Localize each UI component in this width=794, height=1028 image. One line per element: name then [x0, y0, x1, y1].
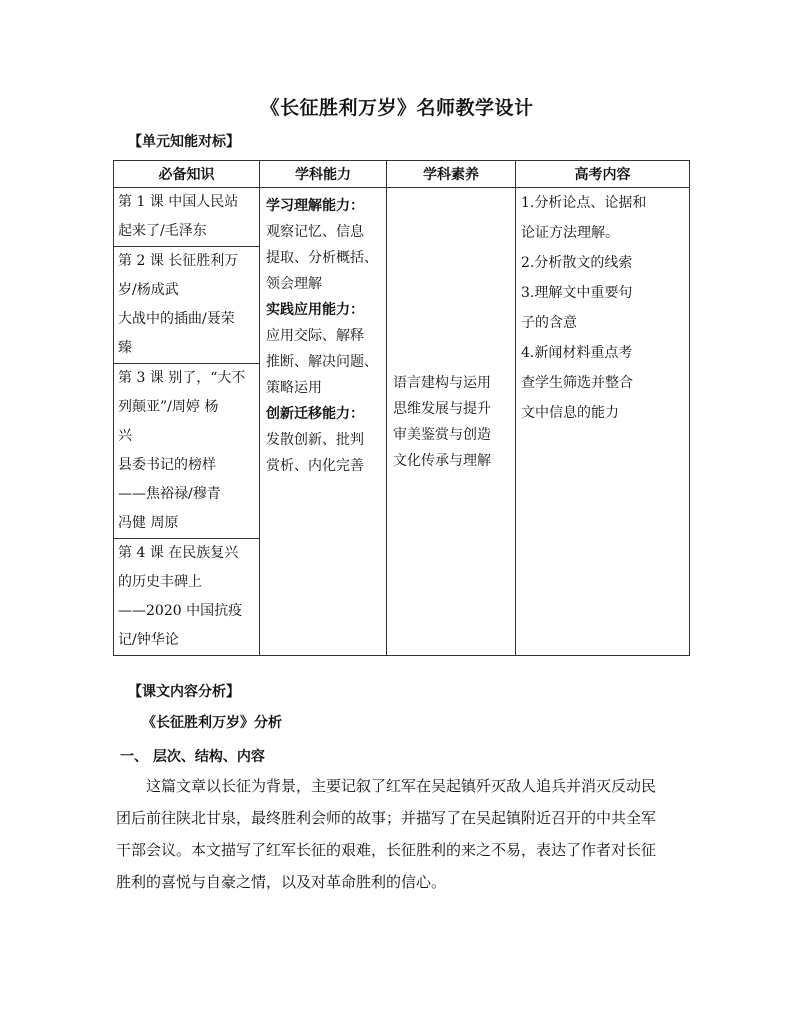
cell-line: 观察记忆、信息 [266, 224, 364, 240]
cell-line: 第 1 课 中国人民站 [118, 194, 239, 210]
cell-line: ——焦裕禄/穆青 [118, 486, 221, 502]
ability-heading: 实践应用能力： [266, 302, 364, 318]
cell-line: 第 3 课 别了，“大不 [118, 370, 246, 386]
cell-line: 2.分析散文的线索 [521, 255, 633, 271]
cell-line: 县委书记的榜样 [118, 457, 216, 473]
cell-line: 兴 [118, 428, 132, 444]
cell-line: 冯健 周原 [118, 515, 179, 531]
cell-line: 领会理解 [266, 276, 322, 292]
paragraph-line: 团后前往陕北甘泉，最终胜利会师的故事；并描写了在吴起镇附近召开的中共全军 [116, 809, 657, 827]
cell-line: 臻 [118, 340, 132, 356]
cell-line: 发散创新、批判 [266, 432, 364, 448]
analysis-subheading: 《长征胜利万岁》分析 [142, 715, 282, 731]
section-heading-unit: 【单元知能对标】 [128, 134, 240, 150]
paragraph-line: 这篇文章以长征为背景，主要记叙了红军在吴起镇歼灭敌人追兵并消灭反动民 [146, 777, 657, 795]
cell-line: 第 4 课 在民族复兴 [118, 545, 239, 561]
table-header-row [114, 161, 690, 188]
cell-line: 策略运用 [266, 380, 322, 396]
cell-line: 提取、分析概括、 [266, 250, 378, 266]
section-heading-analysis: 【课文内容分析】 [128, 684, 240, 700]
knowledge-cell-lesson-1 [114, 188, 260, 247]
paragraph-line: 胜利的喜悦与自豪之情，以及对革命胜利的信心。 [116, 873, 447, 891]
cell-line: 的历史丰碑上 [118, 574, 202, 590]
header-exam-content: 高考内容 [516, 161, 690, 188]
cell-line: 1.分析论点、论据和 [521, 195, 647, 211]
exam-content-cell [516, 188, 690, 656]
cell-line: 文化传承与理解 [393, 452, 491, 469]
cell-line: ——2020 中国抗疫 [118, 603, 243, 619]
cell-line: 第 2 课 长征胜利万 [118, 253, 239, 269]
knowledge-table [113, 160, 690, 656]
header-subject-ability: 学科能力 [260, 161, 387, 188]
ability-heading: 学习理解能力： [266, 198, 364, 214]
document-title: 《长征胜利万岁》名师教学设计 [260, 97, 534, 119]
knowledge-cell-lesson-2 [114, 247, 260, 364]
cell-line: 子的含意 [521, 315, 577, 331]
cell-line: 思维发展与提升 [393, 400, 491, 417]
header-required-knowledge: 必备知识 [114, 161, 260, 188]
point-one-heading: 一、 层次、结构、内容 [120, 749, 265, 765]
literacy-cell [387, 188, 516, 656]
cell-line: 大战中的插曲/聂荣 [118, 311, 235, 327]
cell-line: 审美鉴赏与创造 [393, 426, 491, 443]
cell-line: 列颠亚”/周婷 杨 [118, 399, 219, 415]
cell-line: 3.理解文中重要句 [521, 285, 633, 301]
cell-line: 岁/杨成武 [118, 282, 179, 298]
cell-line: 推断、解决问题、 [266, 354, 378, 370]
cell-line: 论证方法理解。 [521, 225, 619, 241]
cell-line: 语言建构与运用 [393, 374, 491, 391]
header-subject-literacy: 学科素养 [387, 161, 516, 188]
paragraph-line: 干部会议。本文描写了红军长征的艰难，长征胜利的来之不易，表达了作者对长征 [116, 841, 657, 859]
cell-line: 赏析、内化完善 [266, 458, 364, 474]
abilities-cell [260, 188, 387, 656]
cell-line: 4.新闻材料重点考 [521, 345, 633, 361]
cell-line: 记/钟华论 [118, 632, 179, 648]
analysis-paragraph [116, 770, 690, 898]
table-row [114, 188, 690, 247]
cell-line: 文中信息的能力 [521, 405, 619, 421]
cell-line: 查学生筛选并整合 [521, 375, 633, 391]
knowledge-cell-lesson-4 [114, 539, 260, 656]
cell-line: 应用交际、解释 [266, 328, 364, 344]
knowledge-cell-lesson-3 [114, 364, 260, 539]
cell-line: 起来了/毛泽东 [118, 223, 207, 239]
ability-heading: 创新迁移能力： [266, 406, 364, 422]
